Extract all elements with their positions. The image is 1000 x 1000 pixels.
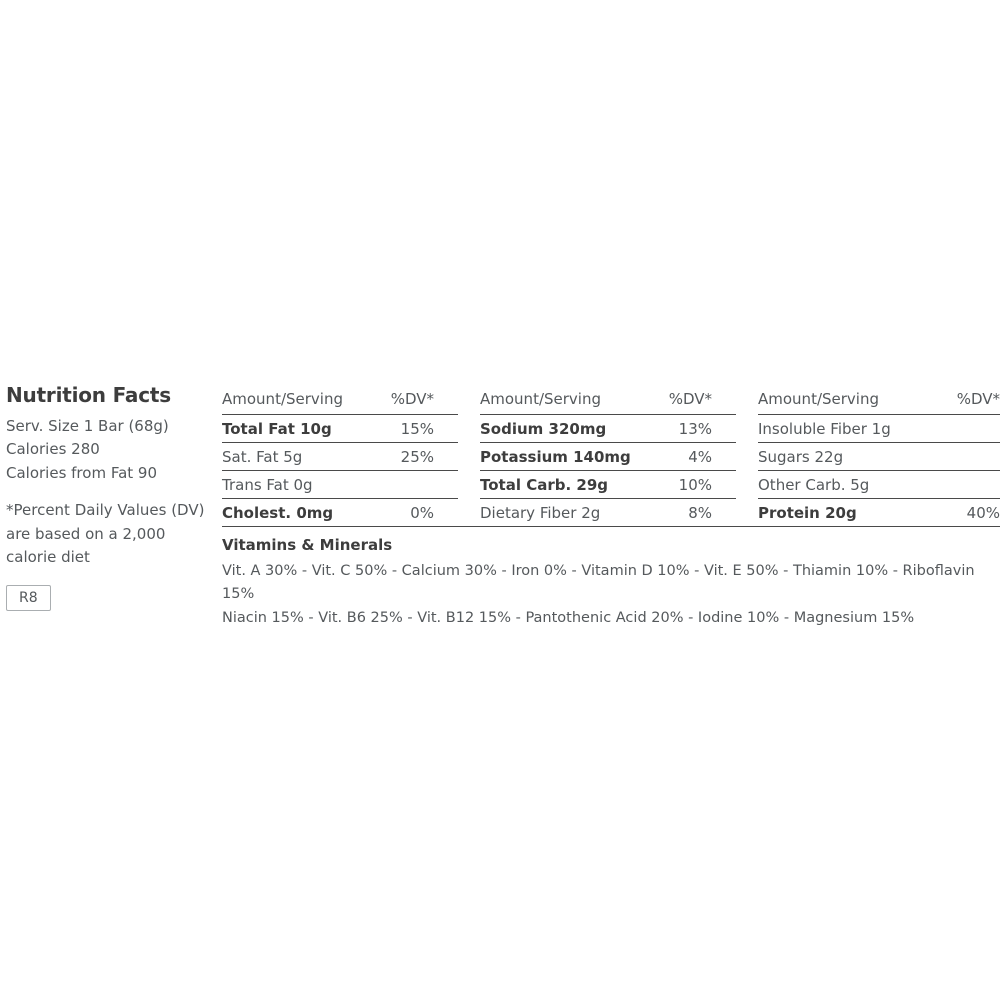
nutrition-facts-panel xyxy=(0,376,1000,626)
nutrient-name: Total Fat 10g xyxy=(222,420,332,438)
vitamins-minerals-line-1: Vit. A 30% - Vit. C 50% - Calcium 30% - Iron 0% - Vitamin D 10% - Vit. E 50% - Thiamin 10% - Riboflavin 15% xyxy=(222,563,975,603)
nutrient-name: Insoluble Fiber 1g xyxy=(758,420,891,438)
table-row xyxy=(480,498,736,526)
calories-from-fat-text: Calories from Fat 90 xyxy=(6,463,158,482)
table-row xyxy=(758,498,1000,526)
column-header-amount: Amount/Serving xyxy=(222,390,343,408)
column-header xyxy=(758,390,1000,414)
nutrient-name: Dietary Fiber 2g xyxy=(480,504,601,522)
nutrient-dv: 15% xyxy=(400,420,434,438)
column-header xyxy=(222,390,458,414)
calories-text: Calories 280 xyxy=(6,440,100,459)
label-code-badge: R8 xyxy=(6,585,51,611)
nutrient-name: Protein 20g xyxy=(758,504,857,522)
table-row xyxy=(758,414,1000,442)
nutrient-column-1 xyxy=(222,390,480,526)
column-header-dv: %DV* xyxy=(390,390,434,408)
nutrient-dv: 4% xyxy=(688,448,712,466)
daily-value-footnote: *Percent Daily Values (DV) are based on a 2,000 calorie diet xyxy=(6,501,205,566)
table-row xyxy=(480,442,736,470)
table-row xyxy=(222,498,458,526)
table-row xyxy=(480,470,736,498)
serving-size-text: Serv. Size 1 Bar (68g) xyxy=(6,417,169,435)
nutrient-name: Total Carb. 29g xyxy=(480,476,608,494)
nutrient-dv: 10% xyxy=(678,476,712,494)
nutrient-dv: 40% xyxy=(966,504,1000,522)
table-row xyxy=(758,442,1000,470)
nutrient-name: Potassium 140mg xyxy=(480,448,631,466)
nutrient-columns xyxy=(222,390,1000,526)
nutrient-table xyxy=(222,390,1000,630)
nutrient-dv: 0% xyxy=(410,504,434,522)
table-row xyxy=(758,470,1000,498)
table-row xyxy=(222,414,458,442)
column-header-dv: %DV* xyxy=(668,390,712,408)
column-header-amount: Amount/Serving xyxy=(758,390,879,408)
column-header xyxy=(480,390,736,414)
vitamins-minerals-line-2: Niacin 15% - Vit. B6 25% - Vit. B12 15% - Pantothenic Acid 20% - Iodine 10% - Magnesium 15% xyxy=(222,609,915,626)
column-header-amount: Amount/Serving xyxy=(480,390,601,408)
table-row xyxy=(222,442,458,470)
nutrient-name: Cholest. 0mg xyxy=(222,504,334,522)
nutrient-dv: 8% xyxy=(688,504,712,522)
nutrition-summary-column xyxy=(6,384,206,611)
nutrient-name: Trans Fat 0g xyxy=(222,476,313,494)
nutrient-column-3 xyxy=(758,390,1000,526)
vitamins-minerals-heading: Vitamins & Minerals xyxy=(222,526,1000,554)
nutrient-name: Sugars 22g xyxy=(758,448,844,466)
table-row xyxy=(480,414,736,442)
column-header-dv: %DV* xyxy=(956,390,1000,408)
table-row xyxy=(222,470,458,498)
nutrient-dv: 13% xyxy=(678,420,712,438)
nutrient-name: Other Carb. 5g xyxy=(758,476,870,494)
nutrient-name: Sodium 320mg xyxy=(480,420,607,438)
nutrient-dv: 25% xyxy=(400,448,434,466)
nutrient-name: Sat. Fat 5g xyxy=(222,448,303,466)
nutrient-column-2 xyxy=(480,390,758,526)
page-title: Nutrition Facts xyxy=(6,383,171,407)
